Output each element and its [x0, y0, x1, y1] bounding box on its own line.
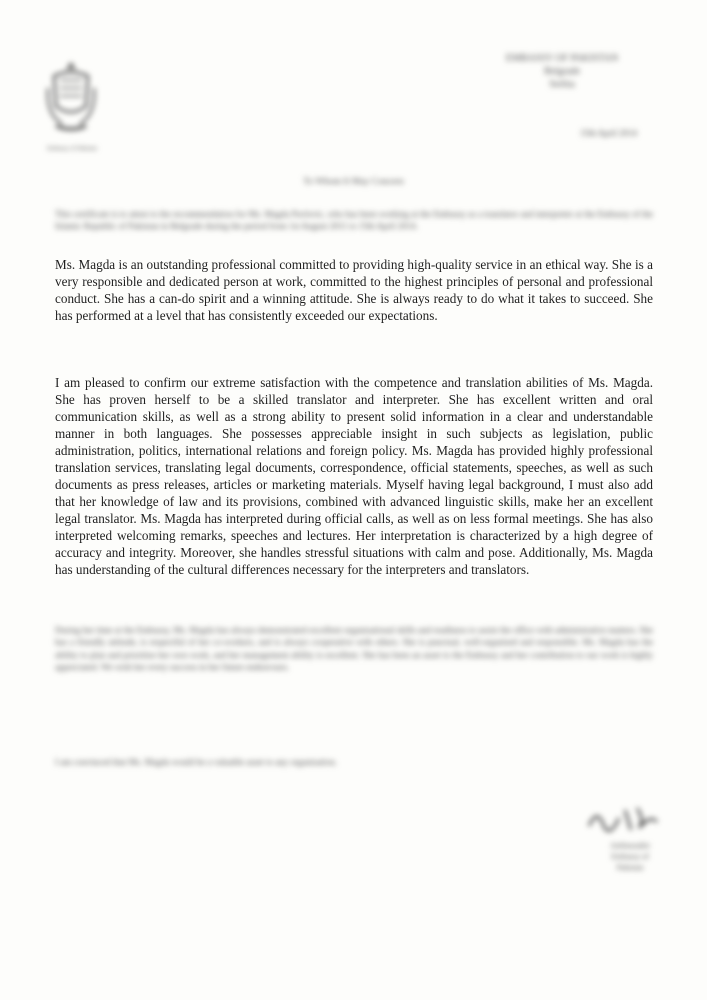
letterhead-line-3: Serbia [549, 79, 575, 90]
emblem-icon [42, 58, 100, 138]
signature-mark [585, 800, 665, 836]
intro-paragraph: This certificate is to attest to the recommendation for Ms. Magda Pavlovic, who has been working at the Embassy as a translator and interpreter at the Embassy of the Islamic Republic of Pakistan in Belgrade during the period from 1st August 2011 to 15th April 2014. [55, 209, 653, 232]
signatory-organisation: Embassy of Pakistan [611, 852, 649, 872]
paragraph-professionalism: Ms. Magda is an outstanding professional committed to providing high-quality service in an ethical way. She is a very responsible and dedicated person at work, committed to the highest principles of personal and professional conduct. She has a can-do spirit and a winning attitude. She is always ready to do what it takes to succeed. She has performed at a level that has consistently exceeded our expectations. [55, 257, 653, 323]
emblem-caption: Embassy of Pakistan [47, 146, 97, 152]
letterhead-line-2: Belgrade [543, 66, 581, 77]
letter-date: 15th April 2014 [579, 128, 637, 138]
letterhead [477, 52, 647, 91]
paragraph-organisational-skills: During her time at the Embassy, Ms. Magda has always demonstrated excellent organisational skills and readiness to assist the office with administrative matters. She has a friendly attitude, is respectful of her co-workers, and is always cooperative with others. She is punctual, well-organised and responsible. Ms. Magda has the ability to plan and prioritise her own work, and her management ability is excellent. She has been an asset to the Embassy and her contribution to our work is highly appreciated. We wish her every success in her future endeavours. [55, 625, 653, 673]
state-emblem-logo [42, 58, 100, 152]
letterhead-line-1: EMBASSY OF PAKISTAN [505, 53, 619, 64]
signatory [600, 840, 660, 873]
signatory-title: Ambassador [610, 841, 650, 850]
paragraph-translation-abilities: I am pleased to confirm our extreme satisfaction with the competence and translation abilities of Ms. Magda. She has proven herself to be a skilled translator and interpreter. She has excellent written and oral communication skills, as well as a strong ability to present solid information in a clear and understandable manner in both languages. She possesses appreciable insight in such subjects as legislation, public administration, politics, international relations and foreign policy. Ms. Magda has provided highly professional translation services, translating legal documents, correspondence, official statements, speeches, as well as such documents as press releases, articles or marketing materials. Myself having legal background, I must also add that her knowledge of law and its provisions, combined with advanced linguistic skills, make her an excellent legal translator. Ms. Magda has interpreted during official calls, as well as on less formal meetings. She has also interpreted welcoming remarks, speeches and lectures. Her interpretation is characterized by a high degree of accuracy and integrity. Moreover, she handles stressful situations with calm and pose. Additionally, Ms. Magda has understanding of the cultural differences necessary for the interpreters and translators. [55, 375, 653, 577]
closing-paragraph: I am convinced that Ms. Magda would be a valuable asset to any organisation. [55, 757, 338, 767]
handwritten-signature [585, 800, 665, 841]
letter-subject: To Whom It May Concern [303, 177, 404, 187]
